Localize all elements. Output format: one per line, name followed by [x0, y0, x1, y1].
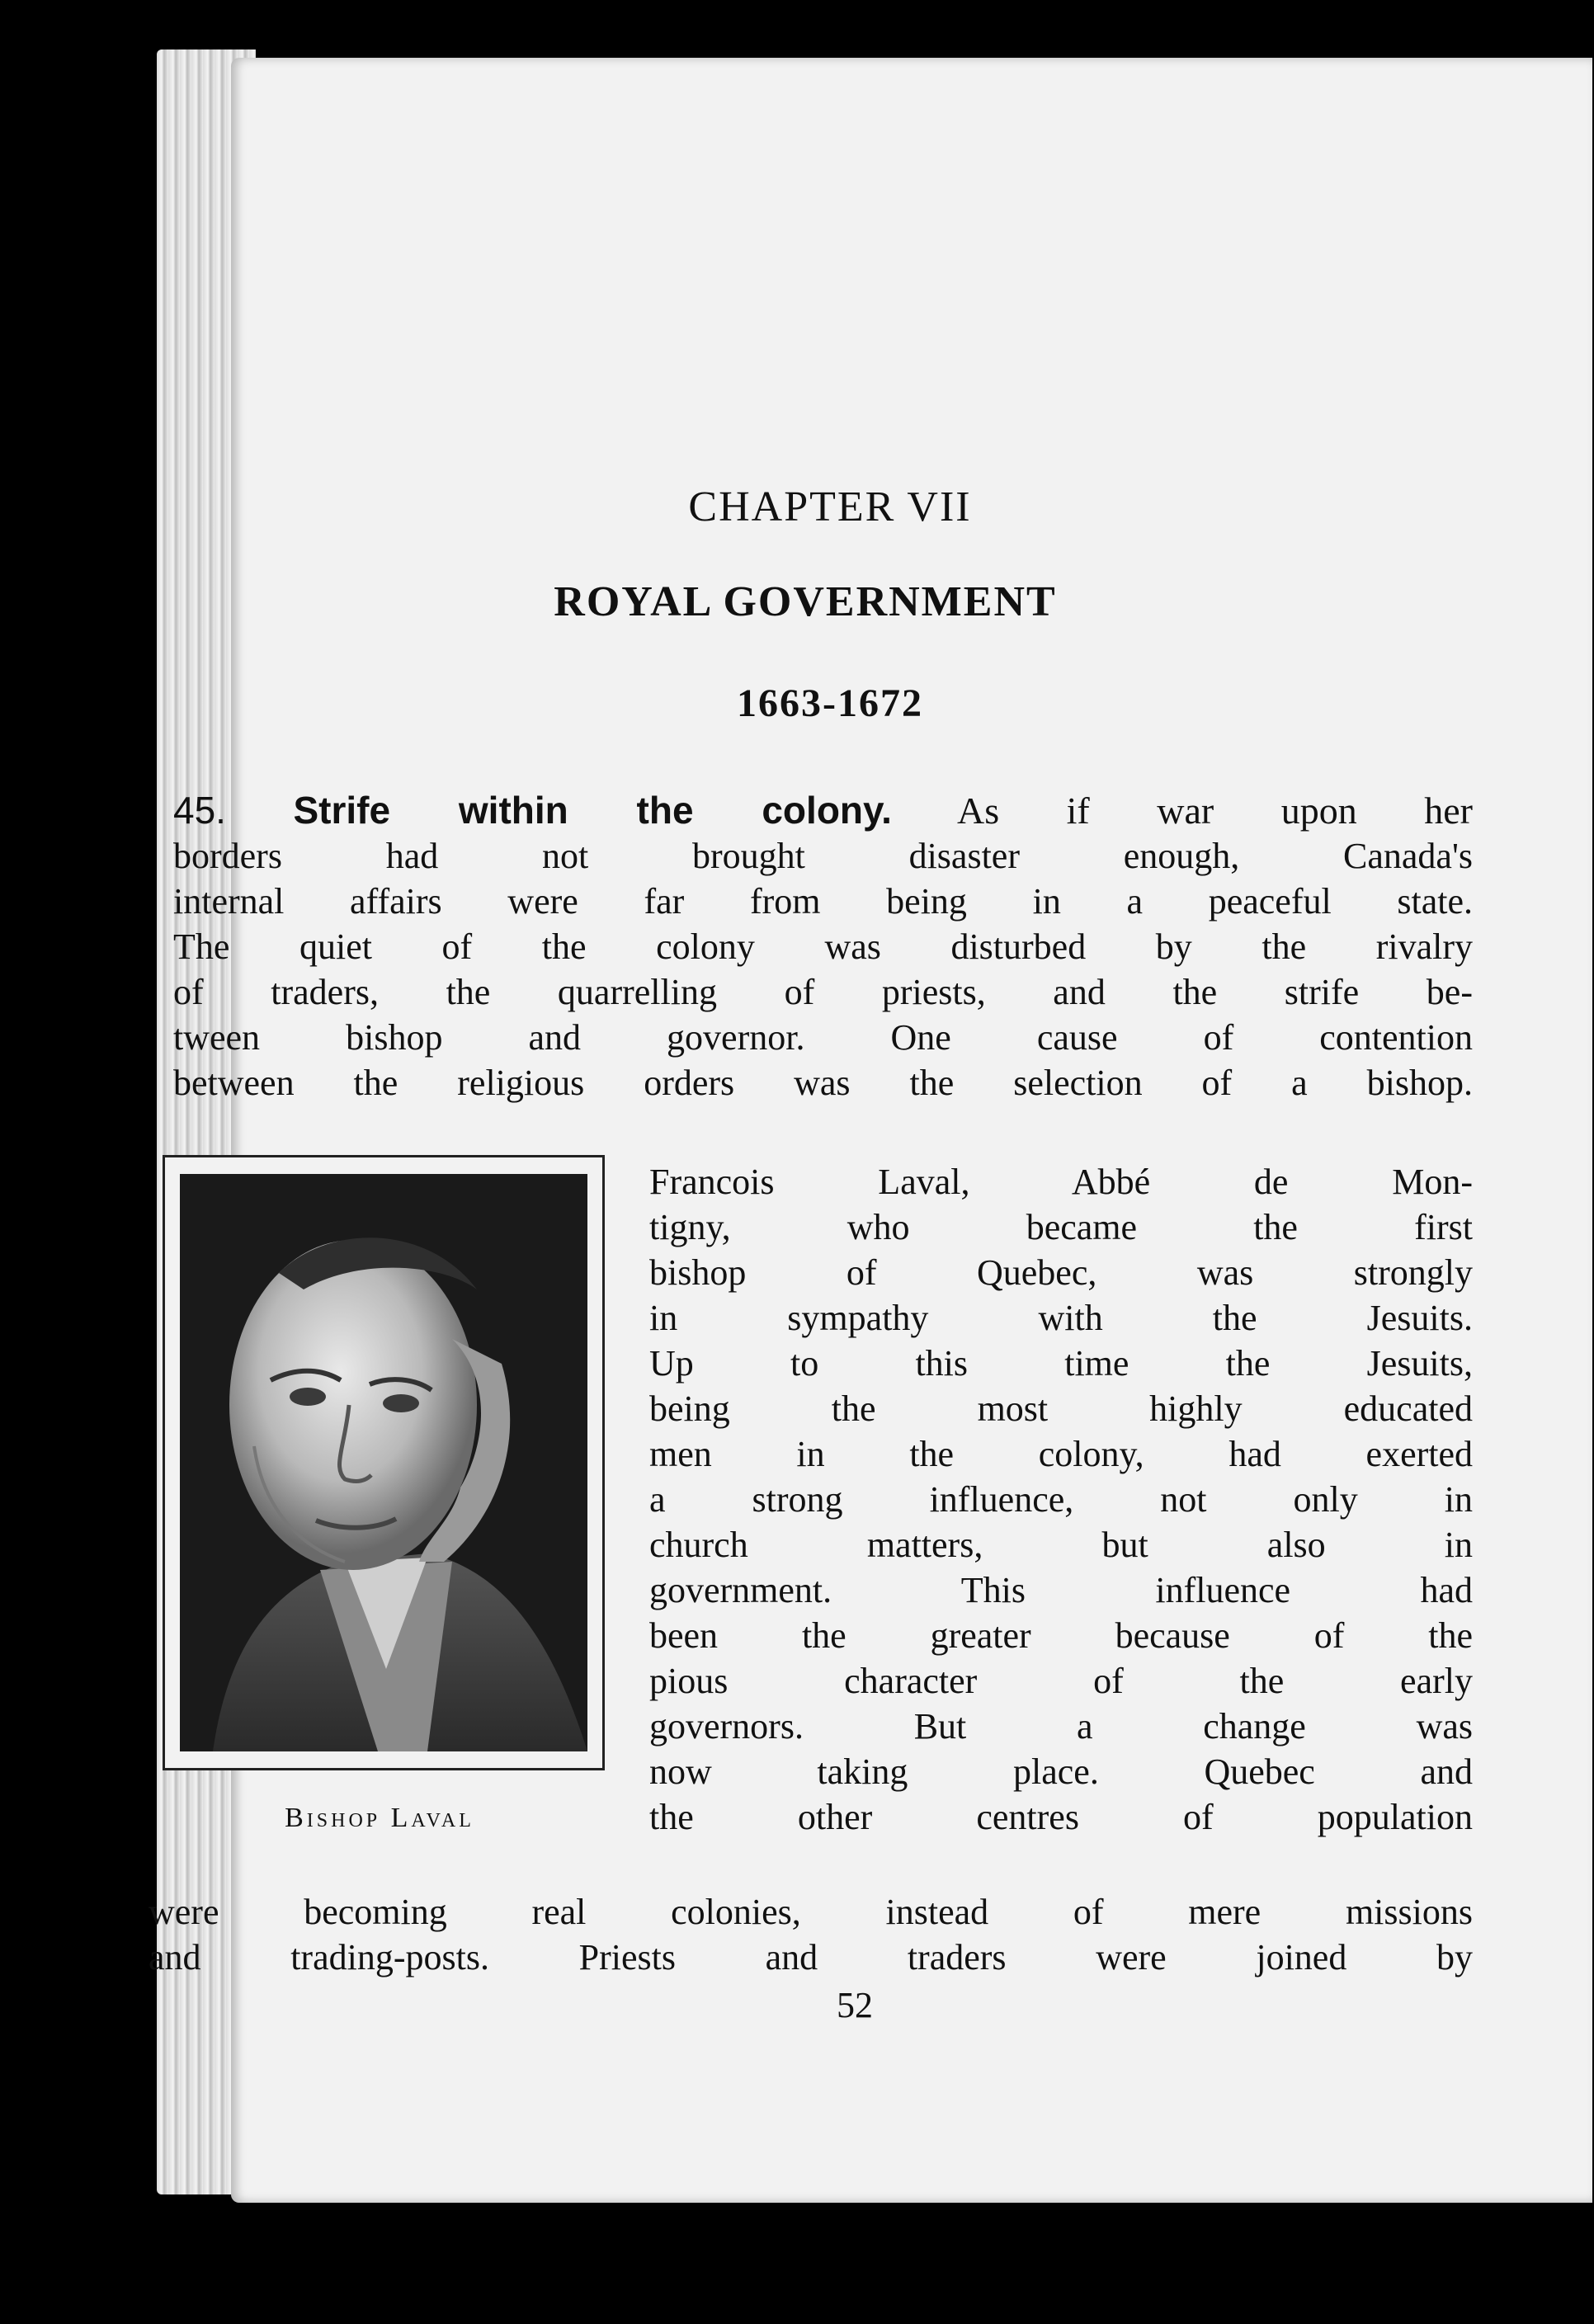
book-page [231, 58, 1592, 2203]
text-line: pious character of the early [649, 1661, 1473, 1701]
text-line: being the most highly educated [649, 1388, 1473, 1429]
text-line: the other centres of population [649, 1797, 1473, 1837]
section-title: Strife within the colony. [293, 789, 892, 832]
text-line: governors. But a change was [649, 1706, 1473, 1747]
text-line: Up to this time the Jesuits, [649, 1343, 1473, 1384]
text-line: The quiet of the colony was disturbed by the rivalry [173, 926, 1473, 967]
text-line: a strong influence, not only in [649, 1479, 1473, 1520]
section-intro-text [173, 788, 1473, 1105]
text-line: borders had not brought disaster enough, Canada's [173, 836, 1473, 876]
text-line: government. This influence had [649, 1570, 1473, 1610]
portrait-figure [163, 1155, 605, 1770]
section-right-column-text [649, 1159, 1473, 1840]
chapter-label: CHAPTER VII [688, 483, 972, 530]
chapter-years: 1663-1672 [737, 681, 923, 725]
text-line: men in the colony, had exerted [649, 1434, 1473, 1474]
text-line: of traders, the quarrelling of priests, and the strife be- [173, 972, 1473, 1012]
text-line: and trading-posts. Priests and traders were joined by [149, 1937, 1473, 1978]
section-bottom-text [149, 1889, 1473, 1980]
text-line: tween bishop and governor. One cause of contention [173, 1017, 1473, 1058]
figure-caption: Bishop Laval [285, 1803, 474, 1833]
text-line: As if war upon her [956, 790, 1473, 832]
text-line: in sympathy with the Jesuits. [649, 1298, 1473, 1338]
text-line: tigny, who became the first [649, 1207, 1473, 1247]
text-line: church matters, but also in [649, 1525, 1473, 1565]
chapter-title: ROYAL GOVERNMENT [554, 578, 1057, 625]
text-line: been the greater because of the [649, 1615, 1473, 1656]
text-line: now taking place. Quebec and [649, 1751, 1473, 1792]
page-number: 52 [837, 1985, 873, 2025]
text-line: internal affairs were far from being in a peaceful state. [173, 881, 1473, 922]
text-line: bishop of Quebec, was strongly [649, 1252, 1473, 1293]
text-line: Francois Laval, Abbé de Mon- [649, 1162, 1473, 1202]
portrait-engraving-icon [180, 1174, 587, 1751]
text-line [173, 788, 1473, 833]
section-number: 45. [173, 789, 226, 832]
text-line: between the religious orders was the selection of a bishop. [173, 1063, 1473, 1103]
text-line: were becoming real colonies, instead of mere missions [149, 1892, 1473, 1932]
